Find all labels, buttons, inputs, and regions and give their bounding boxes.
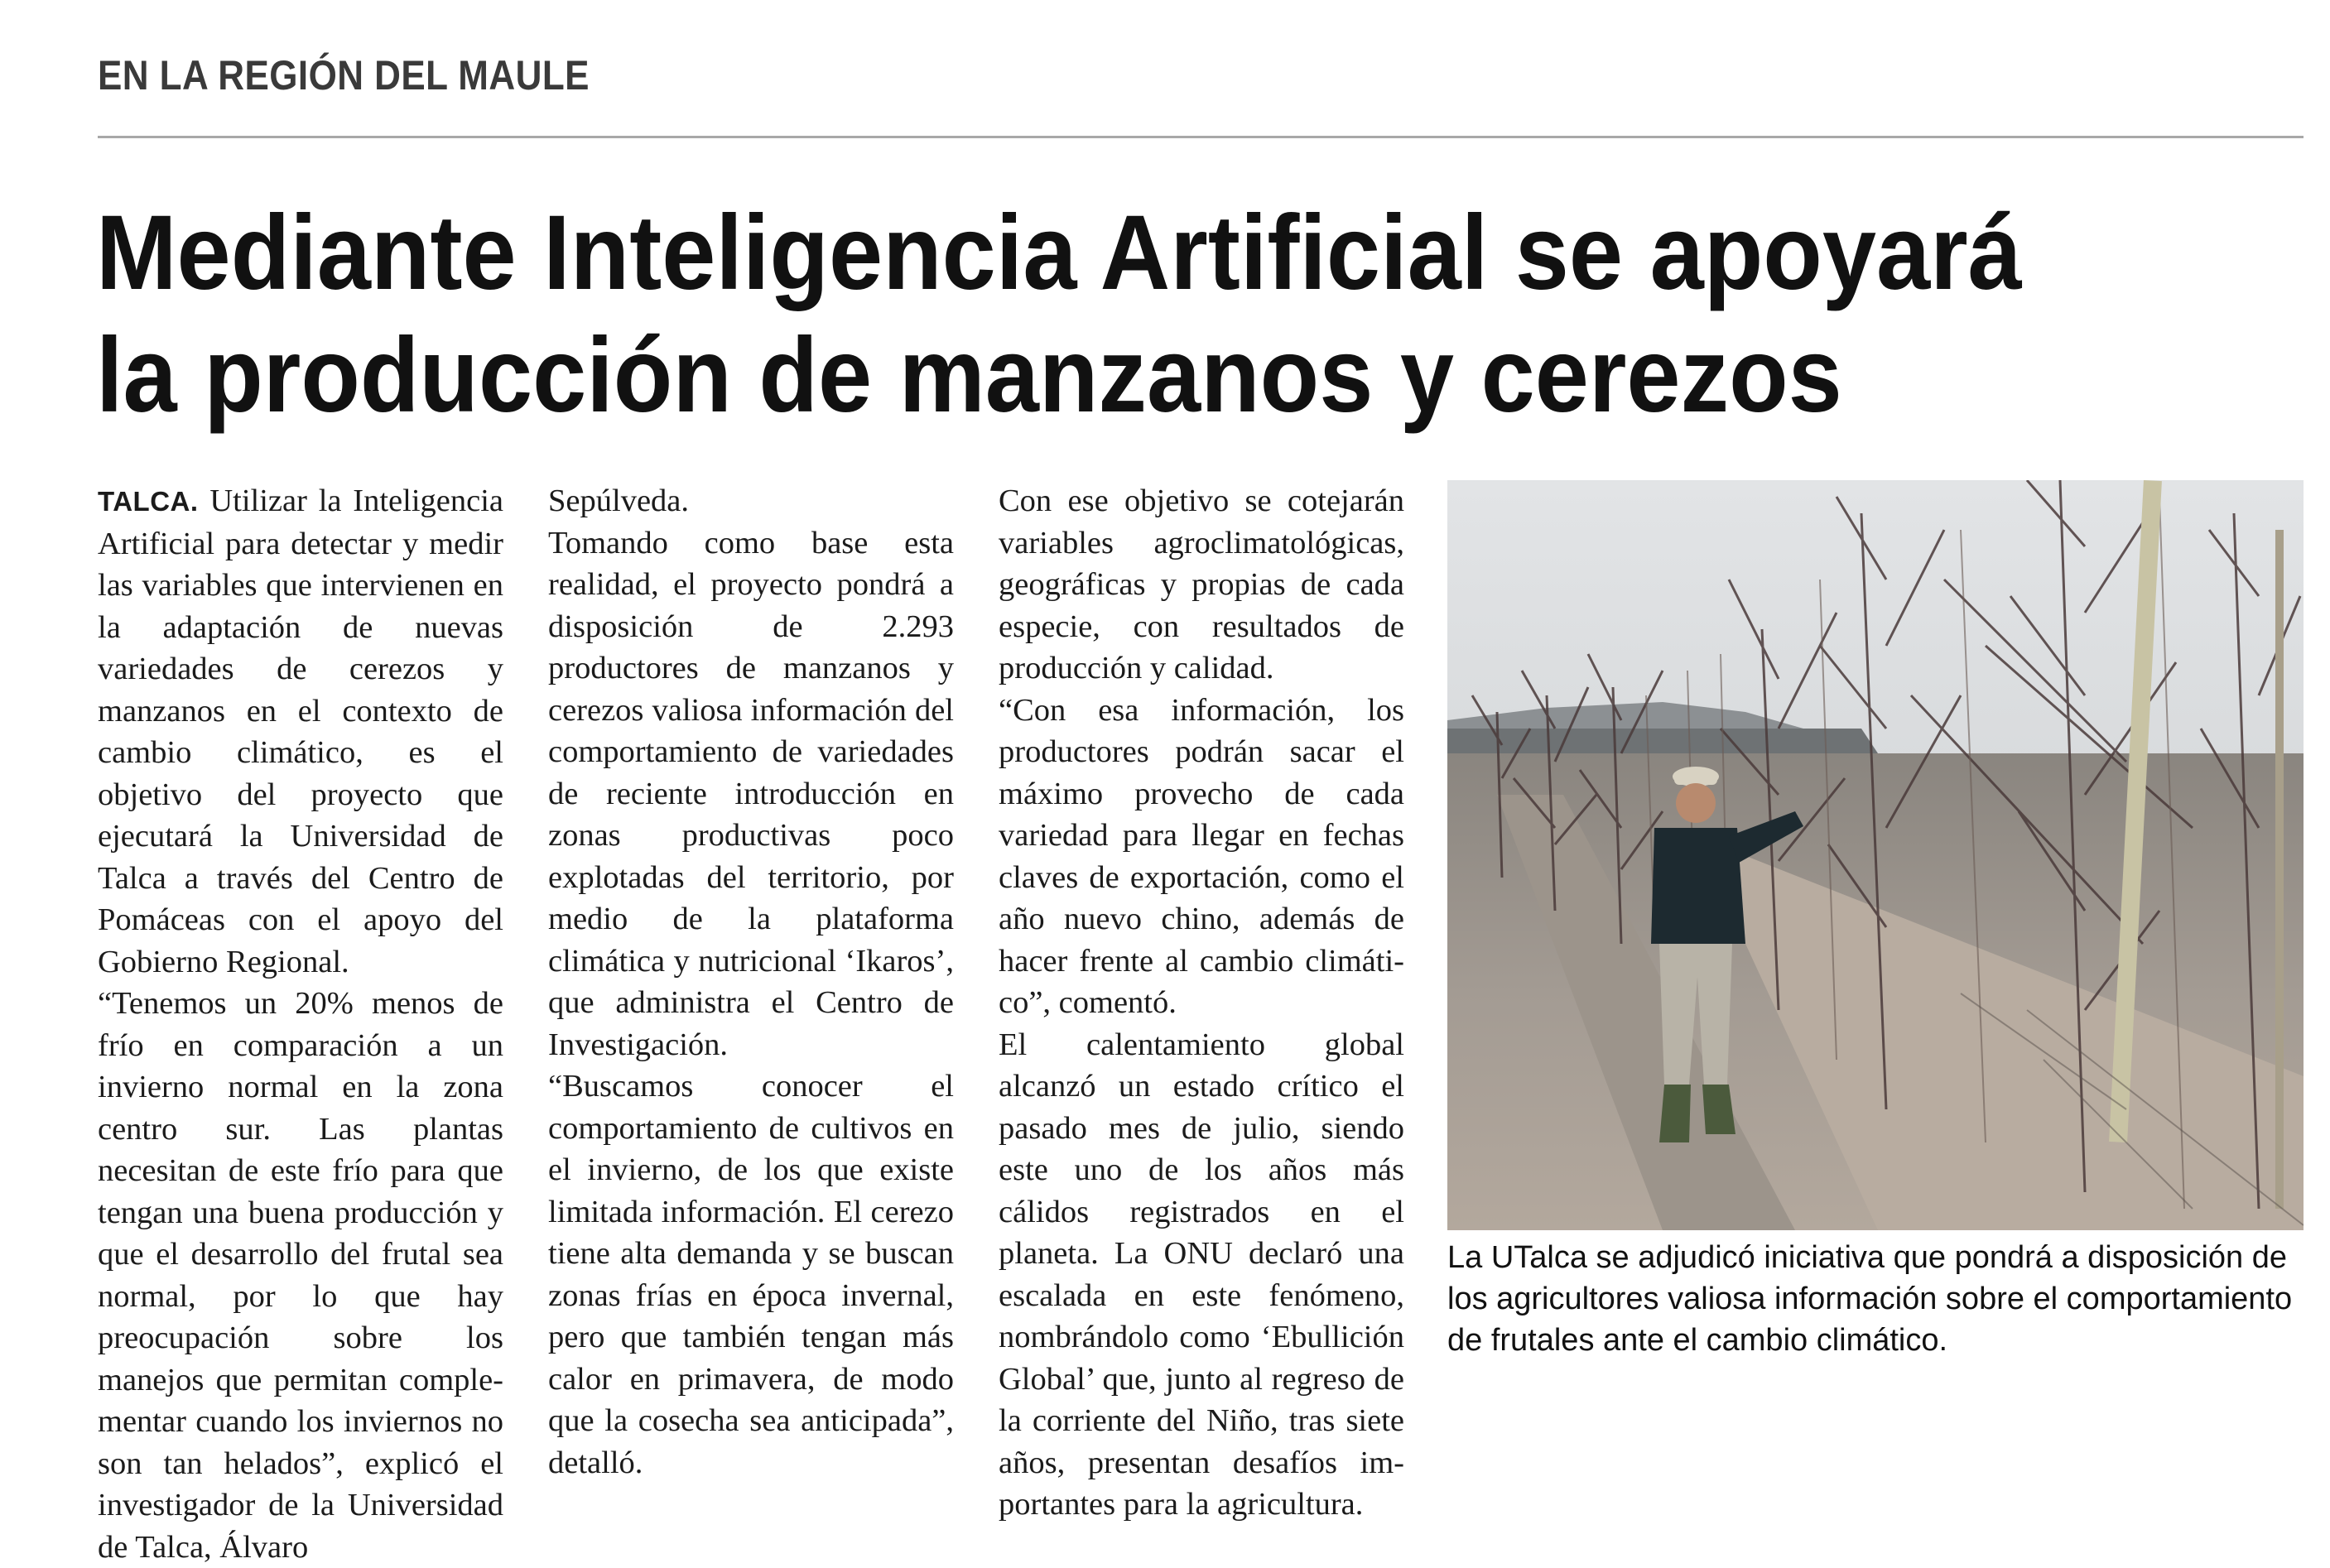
body-paragraph: “Buscamos conocer el comportamiento de cultivos en el invierno, de los que existe limitada información. El cerezo tiene alta demanda y se buscan zonas frías en época invernal, pero que también tengan más calor en primavera, de modo que la cosecha sea anticipada”, detalló. (548, 1069, 954, 1480)
body-paragraph: “Tenemos un 20% menos de frío en comparación a un invierno normal en la zona centro sur. Las plantas necesitan de este frío para que tengan una buena producción y que el desarrollo del frutal sea normal, por lo que hay preocupación sobre los manejos que permitan complementar cuando los inviernos no son tan helados”, explicó el investigador de la Universidad de Talca, Álvaro (98, 986, 503, 1565)
body-paragraph (98, 480, 503, 983)
body-paragraph: Tomando como base esta realidad, el proyecto pondrá a disposición de 2.293 productores de manzanos y cerezos valiosa información del comportamiento de variedades de reciente introducción en zonas productivas poco explotadas del territorio, por medio de la plataforma climática y nutricional ‘Ikaros’, que administra el Centro de Investigación. (548, 525, 954, 1062)
body-paragraph: Con ese objetivo se cotejarán variables agroclimatológicas, geográficas y propias de cada especie, con resultados de producción y calidad. (999, 483, 1404, 685)
body-paragraph: Sepúlveda. (548, 483, 689, 518)
article-column-3 (999, 480, 1404, 1526)
orchard-photo (1447, 480, 2304, 1230)
section-label: EN LA REGIÓN DEL MAULE (98, 52, 590, 99)
headline-line-1: Mediante Inteligencia Artificial se apoyará (96, 194, 2022, 312)
article-column-1 (98, 480, 503, 1568)
body-paragraph: “Con esa información, los productores podrán sacar el máximo provecho de cada variedad para llegar en fechas claves de exportación, como el año nuevo chino, además de hacer frente al cambio climático”, comentó. (999, 692, 1404, 1020)
body-text: Utilizar la Inteligencia Artificial para detectar y medir las variables que intervienen en la adaptación de nuevas variedades de cerezos y manzanos en el contexto de cambio climático, es el objetivo del proyecto que ejecutará la Universidad de Talca a través del Centro de Pomáceas con el apoyo del Gobierno Regional. (98, 483, 503, 979)
photo-caption: La UTalca se adjudicó iniciativa que pondrá a disposición de los agricultores valiosa información sobre el comportamiento de frutales ante el cambio climático. (1447, 1240, 2293, 1358)
article-column-2 (548, 480, 954, 1484)
headline-line-2: la producción de manzanos y cerezos (96, 316, 1842, 435)
section-divider (98, 136, 2304, 138)
headline (96, 192, 2290, 437)
body-paragraph: El calentamiento global alcanzó un estado crítico el pasado mes de julio, siendo este uno de los años más cálidos registrados en el planeta. La ONU declaró una escalada en este fenómeno, nombrándolo como ‘Ebullición Global’ que, junto al regreso de la corriente del Niño, tras siete años, presentan desafíos importantes para la agricultura. (999, 1027, 1404, 1522)
dateline: TALCA. (98, 486, 199, 517)
